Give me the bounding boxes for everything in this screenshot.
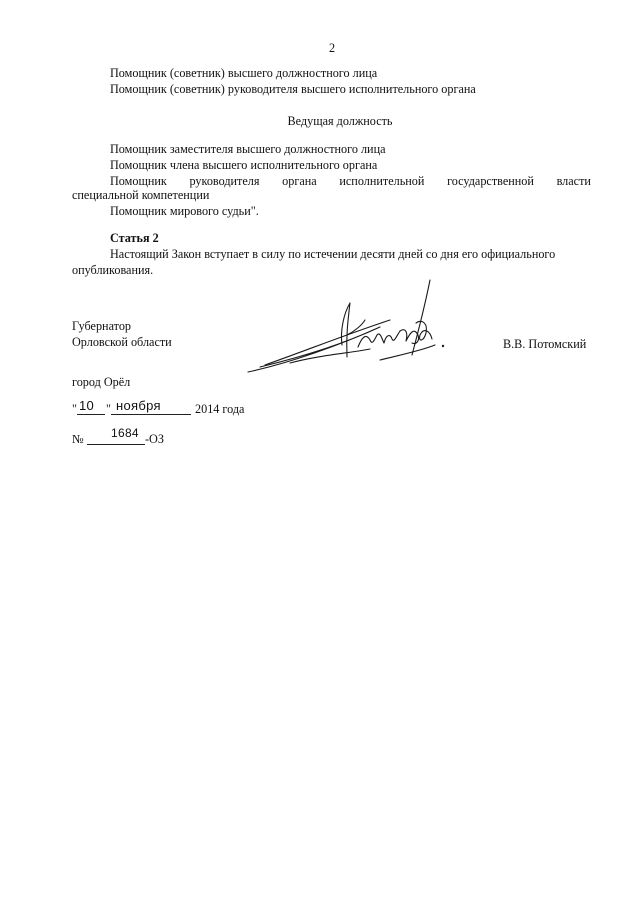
article-text-line: Настоящий Закон вступает в силу по истечении десяти дней со дня его официального: [110, 247, 556, 261]
list-item: Помощник (советник) руководителя высшего исполнительного органа: [110, 82, 476, 96]
number-underline: [87, 444, 145, 445]
signatory-title: Губернатор: [72, 319, 132, 333]
list-item: Помощник (советник) высшего должностного лица: [110, 66, 378, 80]
word: Помощник: [110, 174, 167, 188]
section-heading: Ведущая должность: [287, 114, 393, 128]
article-text-line: опубликования.: [72, 263, 154, 277]
date-day: 10: [79, 398, 95, 413]
signatory-region: Орловской области: [72, 335, 172, 349]
handwritten-signature: [230, 275, 470, 385]
date-open-quote: ": [72, 402, 77, 416]
word: органа: [282, 174, 317, 188]
list-item: Помощник члена высшего исполнительного органа: [110, 158, 378, 172]
city-line: город Орёл: [72, 375, 131, 389]
word: исполнительной: [339, 174, 425, 188]
word: государственной: [447, 174, 534, 188]
number-value: 1684: [111, 426, 139, 440]
list-item: Помощник мирового судьи".: [110, 204, 259, 218]
number-prefix: №: [72, 432, 84, 446]
date-close-quote: ": [106, 402, 111, 416]
date-month: ноября: [116, 398, 161, 413]
list-item: Помощник заместителя высшего должностного лица: [110, 142, 386, 156]
day-underline: [77, 414, 105, 415]
article-title: Статья 2: [110, 231, 159, 245]
list-item-continuation: специальной компетенции: [72, 188, 210, 202]
number-suffix: -ОЗ: [145, 432, 164, 446]
word: власти: [556, 174, 591, 188]
date-year: 2014 года: [195, 402, 245, 416]
signatory-name: В.В. Потомский: [503, 337, 587, 351]
month-underline: [111, 414, 191, 415]
page-number: 2: [329, 41, 336, 55]
word: руководителя: [189, 174, 260, 188]
